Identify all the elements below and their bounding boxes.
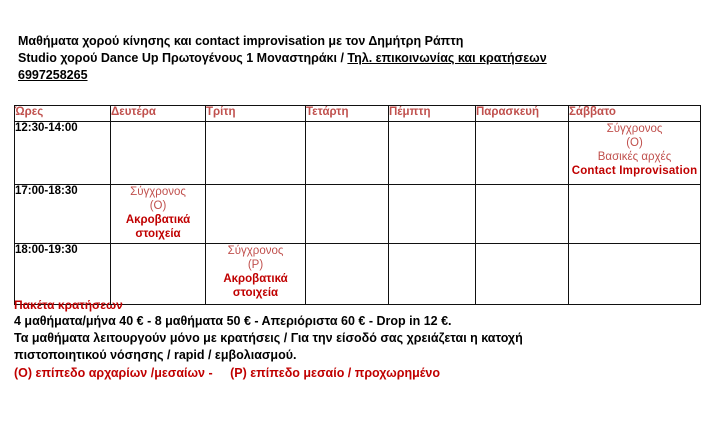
table-row (15, 244, 701, 305)
class-text-line: Contact Improvisation (571, 165, 698, 177)
empty-cell-tuesday (206, 185, 306, 244)
column-header-friday: Παρασκευή (476, 106, 569, 122)
class-cell-tuesday (206, 244, 306, 305)
time-slot-cell: 12:30-14:00 (15, 122, 111, 185)
table-body (15, 122, 701, 305)
empty-cell-thursday (389, 244, 476, 305)
empty-cell-thursday (389, 185, 476, 244)
prices-line: 4 μαθήματα/μήνα 40 € - 8 μαθήματα 50 € - Απεριόριστα 60 € - Drop in 12 €. (14, 314, 452, 328)
empty-cell-saturday (569, 185, 701, 244)
column-header-saturday: Σάββατο (569, 106, 701, 122)
table-row (15, 185, 701, 244)
column-header-monday: Δευτέρα (111, 106, 206, 122)
class-text-line: (Ρ) (247, 259, 264, 271)
class-text-line: (Ο) (626, 137, 643, 149)
booking-info-line1: Τα μαθήματα λειτουργούν μόνο με κρατήσεις / Για την είσοδό σας χρειάζεται η κατοχή (14, 331, 523, 345)
page-footer (14, 297, 704, 382)
class-text-line: Ακροβατικά (223, 273, 288, 285)
weekly-schedule-table (14, 105, 701, 305)
empty-cell-wednesday (306, 122, 389, 185)
class-text-line: στοιχεία (232, 287, 279, 299)
class-text-line: Ακροβατικά (125, 214, 191, 226)
column-header-wednesday: Τετάρτη (306, 106, 389, 122)
header-phone-line (18, 67, 688, 84)
class-cell-monday (111, 185, 206, 244)
contact-label-underlined: Τηλ. επικοινωνίας και κρατήσεων (347, 51, 547, 65)
empty-cell-friday (476, 244, 569, 305)
class-text-line: Σύγχρονος (130, 186, 186, 198)
class-text-line: Σύγχρονος (227, 245, 284, 257)
empty-cell-thursday (389, 122, 476, 185)
level-o-description: (Ο) επίπεδο αρχαρίων /μεσαίων - (14, 366, 217, 380)
empty-cell-friday (476, 185, 569, 244)
table-header-row (15, 106, 701, 122)
class-text-line: (Ο) (149, 200, 167, 212)
empty-cell-wednesday (306, 244, 389, 305)
empty-cell-saturday (569, 244, 701, 305)
column-header-tuesday: Τρίτη (206, 106, 306, 122)
empty-cell-monday (111, 244, 206, 305)
header-studio-line (18, 50, 688, 67)
column-header-thursday: Πέμπτη (389, 106, 476, 122)
empty-cell-friday (476, 122, 569, 185)
class-text-line: Σύγχρονος (606, 123, 663, 135)
empty-cell-tuesday (206, 122, 306, 185)
empty-cell-wednesday (306, 185, 389, 244)
column-header-hours: Ώρες (15, 106, 111, 122)
page-header (18, 33, 688, 84)
time-slot-cell: 17:00-18:30 (15, 185, 111, 244)
class-cell-saturday (569, 122, 701, 185)
header-title-line1: Μαθήματα χορού κίνησης και contact improvisation με τον Δημήτρη Ράπτη (18, 34, 464, 48)
levels-legend (14, 364, 704, 382)
booking-info-line2: πιστοποιητικού νόσησης / rapid / εμβολιασμού. (14, 348, 297, 362)
phone-number: 6997258265 (18, 68, 88, 82)
class-text-line: Βασικές αρχές (597, 151, 672, 163)
time-slot-cell: 18:00-19:30 (15, 244, 111, 305)
class-text-line: στοιχεία (135, 228, 181, 240)
empty-cell-monday (111, 122, 206, 185)
packages-title: Πακέτα κρατήσεων (14, 298, 123, 312)
level-p-description: (Ρ) επίπεδο μεσαίο / προχωρημένο (230, 366, 440, 380)
studio-address-text: Studio χορού Dance Up Πρωτογένους 1 Μοναστηράκι / (18, 51, 348, 65)
table-row (15, 122, 701, 185)
